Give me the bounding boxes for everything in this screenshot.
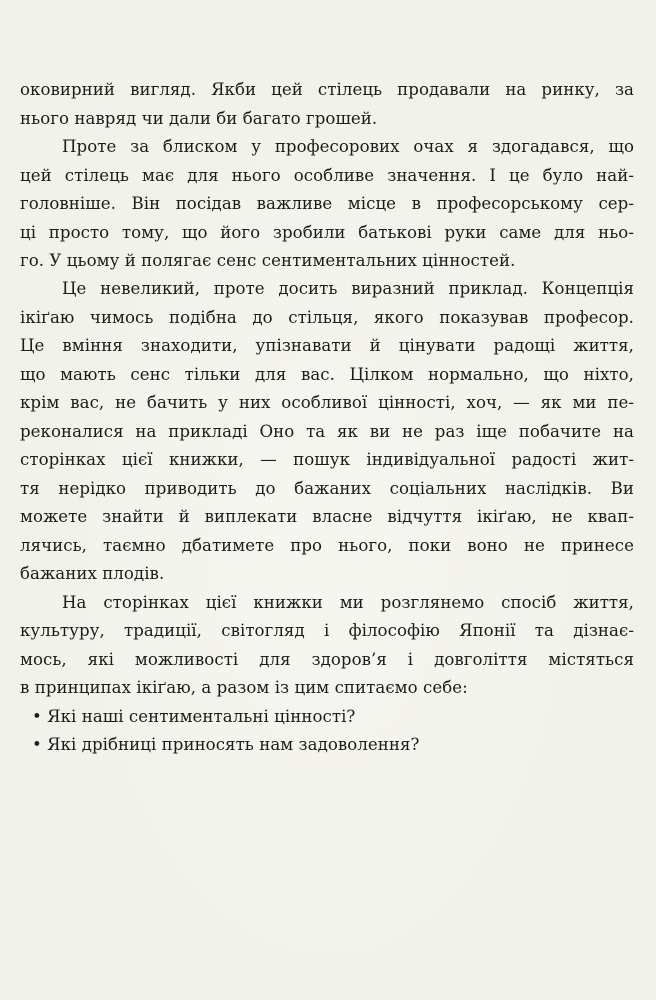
text-line: можете знайти й виплекати власне відчуття ікіґаю, не квап- [20,507,634,526]
text-line: Це невеликий, проте досить виразний приклад. Концепція [62,279,634,298]
text-line: цей стілець має для нього особливе значення. І це було най- [20,166,634,185]
text-line: мось, які можливості для здоров’я і довголіття містяться [20,650,634,669]
text-line: ці просто тому, що його зробили батькові руки саме для ньо- [20,223,634,242]
text-line: Проте за блиском у професорових очах я здогадався, що [62,137,634,156]
text-line: тя нерідко приводить до бажаних соціальних наслідків. Ви [20,479,634,498]
text-line: що мають сенс тільки для вас. Цілком нормально, що ніхто, [20,365,634,384]
text-line: го. У цьому й полягає сенс сентиментальних цінностей. [20,251,516,270]
text-line: оковирний вигляд. Якби цей стілець продавали на ринку, за [20,80,634,99]
text-line: бажаних плодів. [20,564,165,583]
text-line: ікіґаю чимось подібна до стільця, якого показував професор. [20,308,634,327]
bullet-item: • Які наші сентиментальні цінності? [32,707,356,726]
text-line: сторінках цієї книжки, — пошук індивідуальної радості жит- [20,450,634,469]
text-line: Це вміння знаходити, упізнавати й цінувати радощі життя, [20,336,634,355]
text-line: крім вас, не бачить у них особливої цінності, хоч, — як ми пе- [20,393,634,412]
text-line: культуру, традиції, світогляд і філософію Японії та дізнає- [20,621,634,640]
text-line: головніше. Він посідав важливе місце в професорському сер- [20,194,634,213]
text-line: лячись, таємно дбатимете про нього, поки воно не принесе [20,536,634,555]
text-line: нього навряд чи дали би багато грошей. [20,109,378,128]
text-line: На сторінках цієї книжки ми розглянемо спосіб життя, [62,593,634,612]
bullet-item: • Які дрібниці приносять нам задоволення? [32,735,420,754]
text-line: реконалися на прикладі Оно та як ви не раз іще побачите на [20,422,634,441]
text-line: в принципах ікіґаю, а разом із цим спитаємо себе: [20,678,468,697]
